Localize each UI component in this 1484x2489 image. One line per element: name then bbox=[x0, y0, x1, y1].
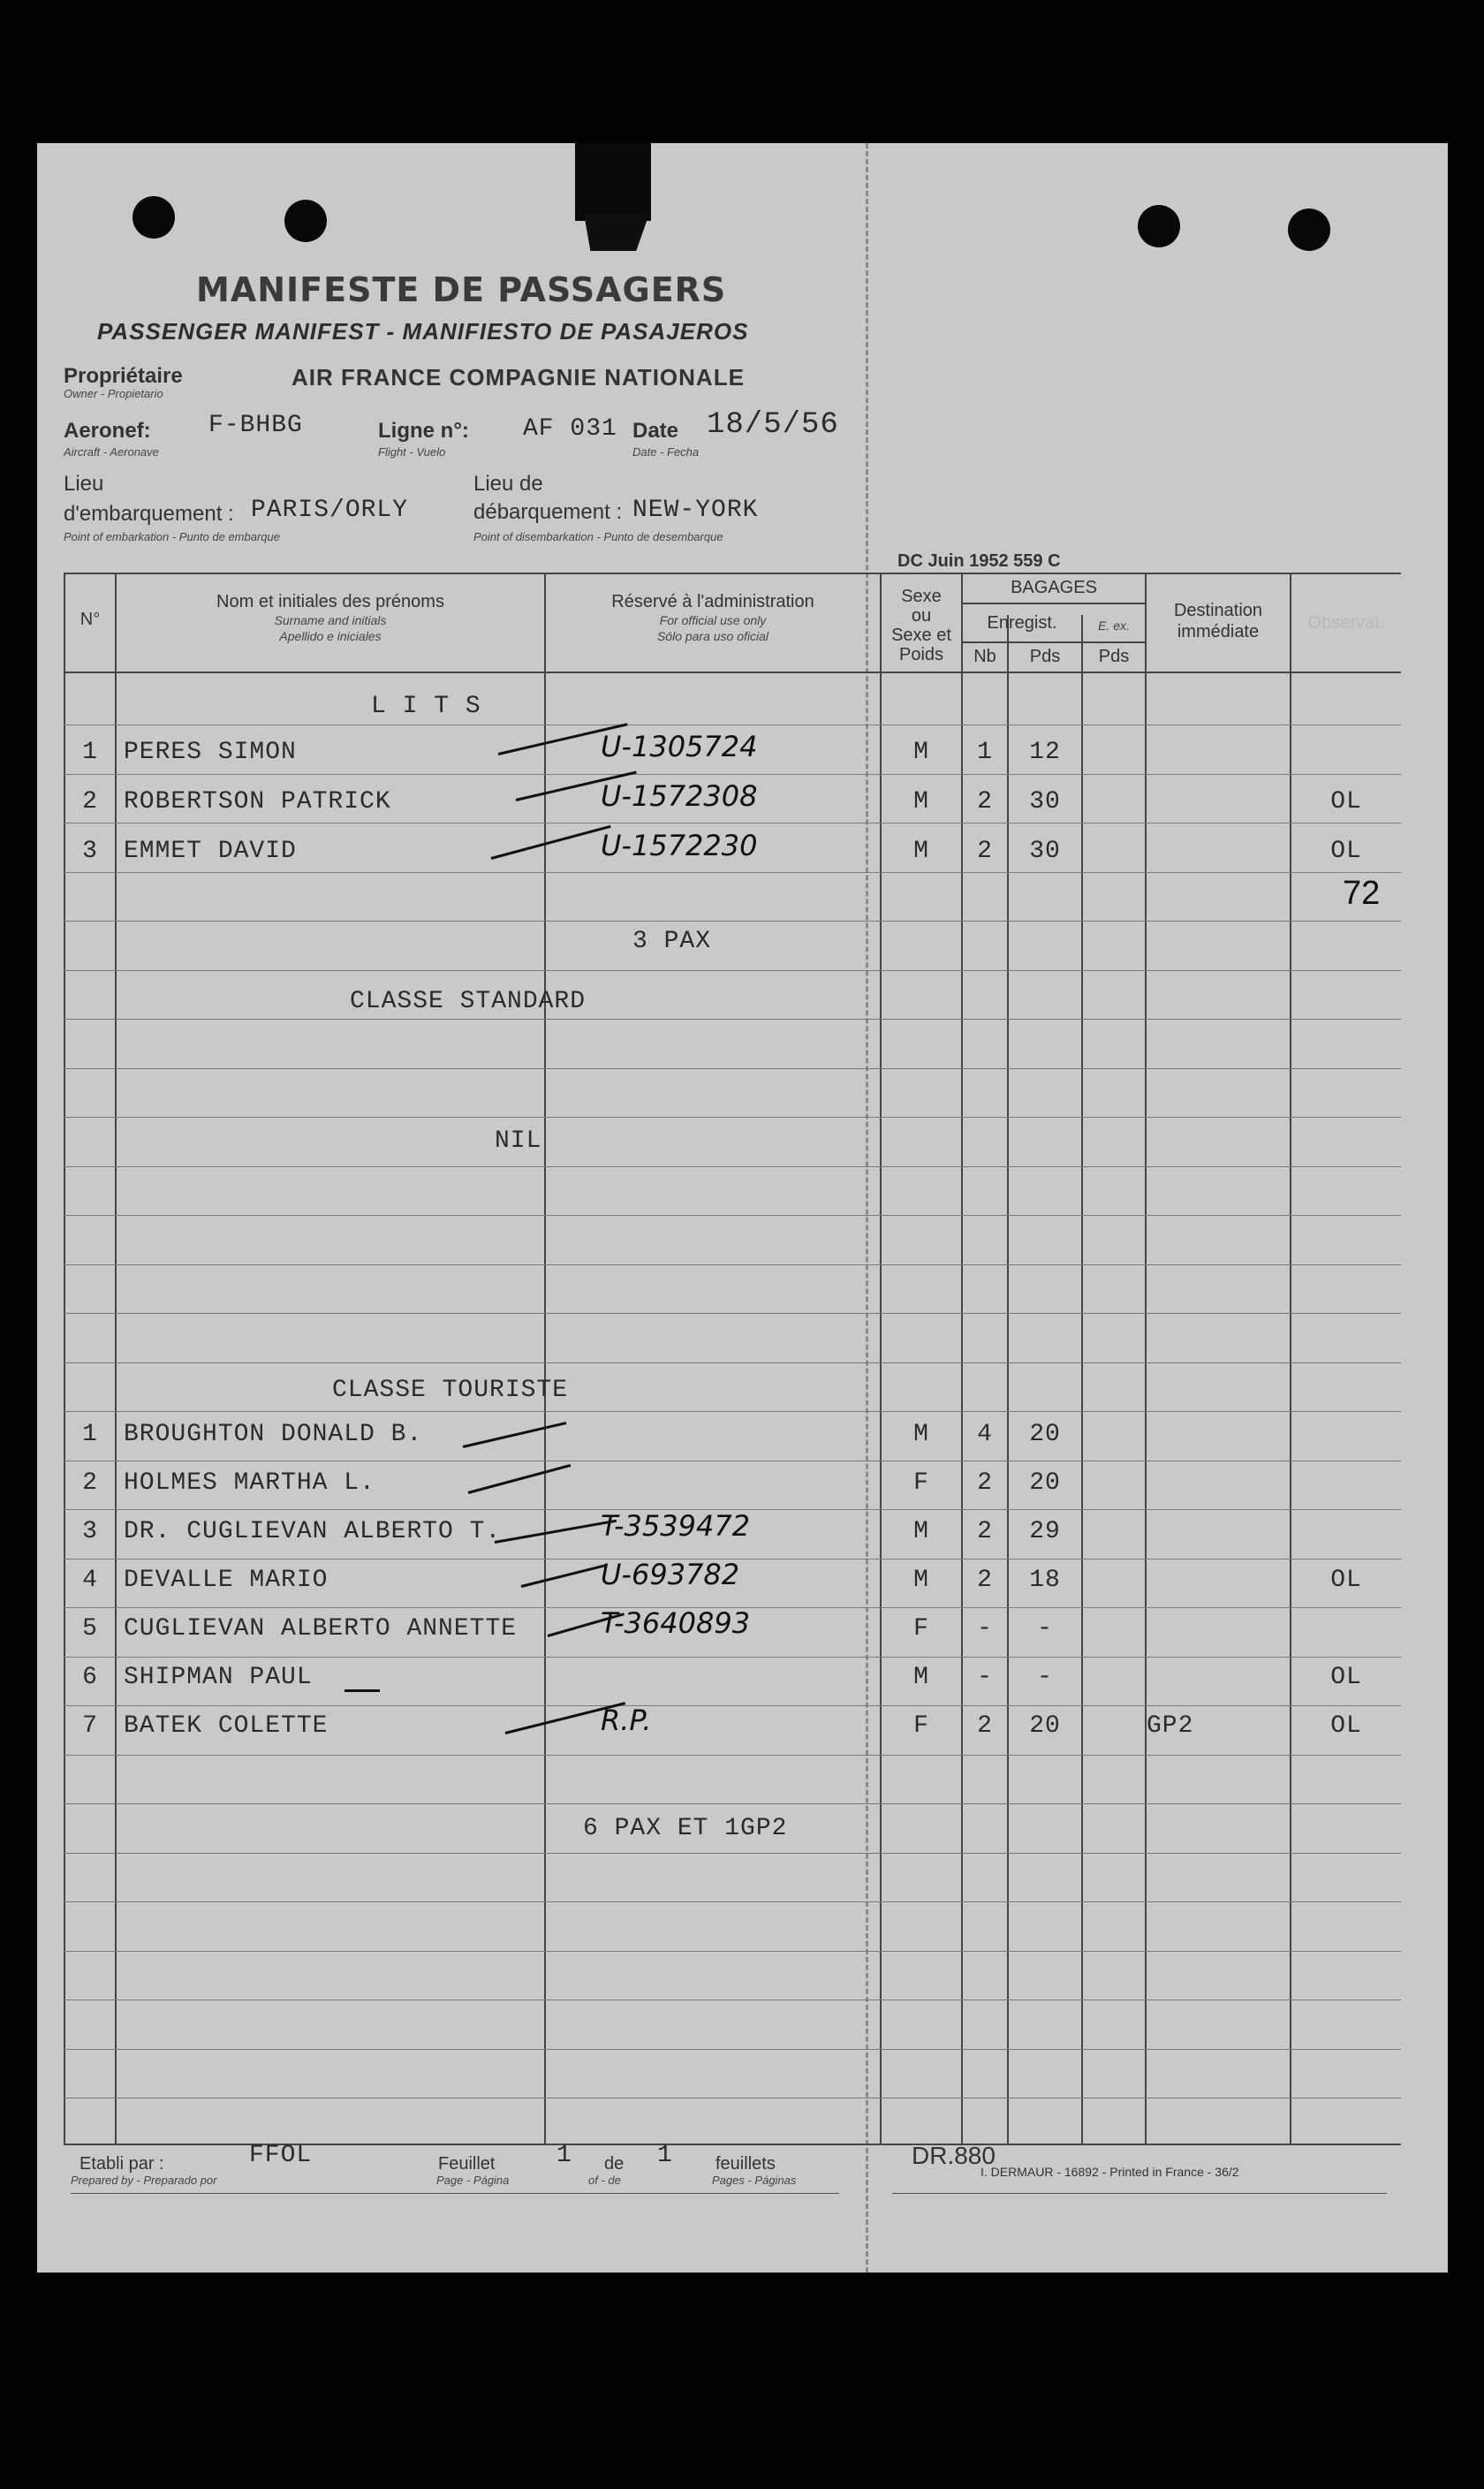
col-header-registered: Enregist. bbox=[987, 613, 1057, 633]
cell-nb: - bbox=[977, 1664, 993, 1691]
sheet-value: 1 bbox=[556, 2142, 572, 2169]
embark-value: PARIS/ORLY bbox=[251, 497, 409, 524]
col-header-nb: Nb bbox=[973, 647, 996, 666]
row-rule bbox=[64, 1901, 1401, 1902]
col-header-name-es: Apellido e iniciales bbox=[279, 629, 382, 643]
cell-nb: 2 bbox=[977, 838, 993, 865]
cell-no: 5 bbox=[82, 1615, 98, 1643]
section-tourist-total: 6 PAX ET 1GP2 bbox=[583, 1815, 788, 1842]
cell-name: CUGLIEVAN ALBERTO ANNETTE bbox=[124, 1615, 518, 1643]
disembark-label-2: débarquement : bbox=[473, 500, 623, 524]
cell-pds: 20 bbox=[1029, 1469, 1061, 1497]
disembark-sublabel: Point of disembarkation - Punto de desembarque bbox=[473, 530, 723, 543]
punch-hole bbox=[1288, 209, 1330, 251]
cell-pds: 20 bbox=[1029, 1712, 1061, 1740]
row-rule bbox=[64, 1215, 1401, 1216]
cell-name: DR. CUGLIEVAN ALBERTO T. bbox=[124, 1518, 502, 1545]
baggage-rule bbox=[961, 641, 1147, 643]
cell-pds: 30 bbox=[1029, 838, 1061, 865]
of-sublabel: of - de bbox=[588, 2174, 621, 2187]
cell-sex: F bbox=[913, 1615, 929, 1643]
cell-pds: 29 bbox=[1029, 1518, 1061, 1545]
cell-name: DEVALLE MARIO bbox=[124, 1567, 329, 1594]
flight-value: AF 031 bbox=[523, 415, 617, 443]
cell-name: EMMET DAVID bbox=[124, 838, 297, 865]
col-rule bbox=[64, 573, 65, 2145]
cell-obs: OL bbox=[1330, 788, 1362, 816]
disembark-value: NEW-YORK bbox=[632, 497, 759, 524]
cell-nb: 2 bbox=[977, 1469, 993, 1497]
cell-no: 2 bbox=[82, 1469, 98, 1497]
form-code: DC Juin 1952 559 C bbox=[897, 551, 1061, 571]
page-note: 72 bbox=[1343, 875, 1381, 912]
aircraft-value: F-BHBG bbox=[208, 412, 303, 439]
handwritten-stroke bbox=[344, 1689, 380, 1692]
cell-dest: GP2 bbox=[1147, 1712, 1194, 1740]
col-header-observations: Observat. bbox=[1307, 613, 1385, 633]
col-header-destination-1: Destination bbox=[1173, 601, 1263, 620]
col-header-admin-en: For official use only bbox=[659, 613, 767, 627]
sheet-sublabel: Page - Página bbox=[436, 2174, 510, 2187]
binder-clip bbox=[575, 143, 651, 221]
form-reference: DR.880 bbox=[912, 2142, 996, 2169]
cell-admin: R.P. bbox=[601, 1704, 652, 1737]
of-label: de bbox=[604, 2154, 625, 2174]
row-rule bbox=[64, 1019, 1401, 1020]
cell-pds: 18 bbox=[1029, 1567, 1061, 1594]
prepared-label: Etabli par : bbox=[80, 2154, 164, 2174]
col-header-destination-2: immédiate bbox=[1177, 622, 1260, 641]
cell-pds: 20 bbox=[1029, 1421, 1061, 1448]
owner-label: Propriétaire bbox=[64, 364, 183, 388]
cell-admin: U-693782 bbox=[601, 1558, 740, 1591]
col-header-sex-3: Sexe et bbox=[891, 626, 951, 645]
section-lits: L I T S bbox=[371, 693, 481, 720]
section-standard-value: NIL bbox=[495, 1127, 542, 1155]
of-value: 1 bbox=[657, 2142, 673, 2169]
embark-label-1: Lieu bbox=[64, 472, 104, 496]
table-top-rule bbox=[64, 573, 1401, 574]
col-header-sex-2: ou bbox=[911, 606, 932, 626]
cell-name: ROBERTSON PATRICK bbox=[124, 788, 391, 816]
date-sublabel: Date - Fecha bbox=[632, 445, 700, 459]
cell-admin: T-3539472 bbox=[601, 1509, 751, 1543]
sheet-label: Feuillet bbox=[438, 2154, 496, 2174]
row-rule bbox=[64, 1951, 1401, 1952]
cell-nb: 4 bbox=[977, 1421, 993, 1448]
pages-sublabel: Pages - Páginas bbox=[712, 2174, 797, 2187]
cell-pds: - bbox=[1037, 1664, 1053, 1691]
baggage-rule bbox=[961, 603, 1147, 604]
row-rule bbox=[64, 1853, 1401, 1854]
punch-hole bbox=[1138, 205, 1180, 247]
row-rule bbox=[64, 1657, 1401, 1658]
cell-sex: M bbox=[913, 1421, 929, 1448]
table-header-rule bbox=[64, 672, 1401, 673]
cell-obs: OL bbox=[1330, 1712, 1362, 1740]
cell-sex: M bbox=[913, 1518, 929, 1545]
col-header-excess: E. ex. bbox=[1098, 618, 1130, 633]
row-rule bbox=[64, 872, 1401, 873]
col-rule bbox=[1081, 615, 1083, 2145]
row-rule bbox=[64, 1166, 1401, 1167]
cell-no: 3 bbox=[82, 1518, 98, 1545]
col-header-sex-4: Poids bbox=[898, 645, 944, 664]
row-rule bbox=[64, 1117, 1401, 1118]
cell-pds: 12 bbox=[1029, 739, 1061, 766]
pages-label: feuillets bbox=[716, 2154, 776, 2174]
cell-nb: 2 bbox=[977, 1518, 993, 1545]
cell-sex: M bbox=[913, 838, 929, 865]
cell-admin: U-1572308 bbox=[601, 779, 758, 813]
printer-line: I. DERMAUR - 16892 - Printed in France - 36/2 bbox=[980, 2165, 1239, 2179]
cell-name: HOLMES MARTHA L. bbox=[124, 1469, 375, 1497]
row-rule bbox=[64, 970, 1401, 971]
flight-label: Ligne n°: bbox=[378, 419, 469, 443]
cell-name: SHIPMAN PAUL bbox=[124, 1664, 313, 1691]
cell-no: 1 bbox=[82, 1421, 98, 1448]
owner-sublabel: Owner - Propietario bbox=[64, 387, 163, 400]
cell-no: 6 bbox=[82, 1664, 98, 1691]
col-rule bbox=[544, 573, 546, 2145]
cell-name: PERES SIMON bbox=[124, 739, 297, 766]
section-lits-total: 3 PAX bbox=[632, 928, 712, 955]
col-rule bbox=[1145, 573, 1147, 2145]
embark-sublabel: Point of embarkation - Punto de embarque bbox=[64, 530, 280, 543]
prepared-value: FFOL bbox=[249, 2142, 313, 2169]
cell-no: 4 bbox=[82, 1567, 98, 1594]
cell-sex: M bbox=[913, 1567, 929, 1594]
row-rule bbox=[64, 921, 1401, 922]
cell-name: BATEK COLETTE bbox=[124, 1712, 329, 1740]
col-rule bbox=[115, 573, 117, 2145]
cell-admin: T-3640893 bbox=[601, 1606, 751, 1640]
col-header-pds-excess: Pds bbox=[1098, 647, 1130, 666]
aircraft-sublabel: Aircraft - Aeronave bbox=[64, 445, 159, 459]
section-tourist: CLASSE TOURISTE bbox=[332, 1377, 569, 1404]
col-header-admin: Réservé à l'administration bbox=[611, 592, 814, 611]
cell-admin: U-1305724 bbox=[601, 730, 758, 763]
owner-value: AIR FRANCE COMPAGNIE NATIONALE bbox=[292, 364, 745, 391]
cell-name: BROUGHTON DONALD B. bbox=[124, 1421, 423, 1448]
cell-admin: U-1572230 bbox=[601, 829, 758, 862]
manifest-title: MANIFESTE DE PASSAGERS bbox=[196, 270, 727, 309]
section-standard: CLASSE STANDARD bbox=[350, 988, 587, 1015]
row-rule bbox=[64, 1068, 1401, 1069]
row-rule bbox=[64, 1803, 1401, 1804]
embark-label-2: d'embarquement : bbox=[64, 502, 234, 526]
col-header-baggage: BAGAGES bbox=[1011, 578, 1097, 597]
cell-pds: 30 bbox=[1029, 788, 1061, 816]
date-label: Date bbox=[632, 419, 679, 443]
cell-sex: M bbox=[913, 788, 929, 816]
cell-sex: M bbox=[913, 739, 929, 766]
col-header-sex-1: Sexe bbox=[901, 587, 942, 606]
row-rule bbox=[64, 1755, 1401, 1756]
cell-sex: M bbox=[913, 1664, 929, 1691]
footer-rule bbox=[892, 2193, 1387, 2194]
cell-no: 2 bbox=[82, 788, 98, 816]
cell-no: 7 bbox=[82, 1712, 98, 1740]
footer-rule bbox=[71, 2193, 839, 2194]
aircraft-label: Aeronef: bbox=[64, 419, 151, 443]
cell-nb: 2 bbox=[977, 1567, 993, 1594]
cell-pds: - bbox=[1037, 1615, 1053, 1643]
cell-no: 1 bbox=[82, 739, 98, 766]
flight-sublabel: Flight - Vuelo bbox=[378, 445, 446, 459]
row-rule bbox=[64, 1362, 1401, 1363]
row-rule bbox=[64, 1264, 1401, 1265]
manifest-subtitle: PASSENGER MANIFEST - MANIFIESTO DE PASAJEROS bbox=[97, 318, 749, 345]
punch-hole bbox=[132, 196, 175, 239]
disembark-label-1: Lieu de bbox=[473, 472, 543, 496]
cell-nb: 1 bbox=[977, 739, 993, 766]
row-rule bbox=[64, 774, 1401, 775]
cell-sex: F bbox=[913, 1469, 929, 1497]
cell-nb: - bbox=[977, 1615, 993, 1643]
col-header-pds: Pds bbox=[1029, 647, 1061, 666]
cell-obs: OL bbox=[1330, 838, 1362, 865]
page-fold bbox=[866, 143, 868, 2273]
row-rule bbox=[64, 1313, 1401, 1314]
row-rule bbox=[64, 2049, 1401, 2050]
cell-nb: 2 bbox=[977, 1712, 993, 1740]
col-header-name-en: Surname and initials bbox=[274, 613, 387, 627]
cell-nb: 2 bbox=[977, 788, 993, 816]
manifest-sheet bbox=[37, 143, 1448, 2273]
punch-hole bbox=[284, 200, 327, 242]
cell-obs: OL bbox=[1330, 1664, 1362, 1691]
cell-obs: OL bbox=[1330, 1567, 1362, 1594]
col-header-no: N° bbox=[80, 610, 101, 629]
cell-sex: F bbox=[913, 1712, 929, 1740]
row-rule bbox=[64, 1411, 1401, 1412]
col-header-name: Nom et initiales des prénoms bbox=[216, 592, 444, 611]
date-value: 18/5/56 bbox=[707, 408, 839, 442]
cell-no: 3 bbox=[82, 838, 98, 865]
prepared-sublabel: Prepared by - Preparado por bbox=[71, 2174, 217, 2187]
col-header-admin-es: Sólo para uso oficial bbox=[656, 629, 769, 643]
